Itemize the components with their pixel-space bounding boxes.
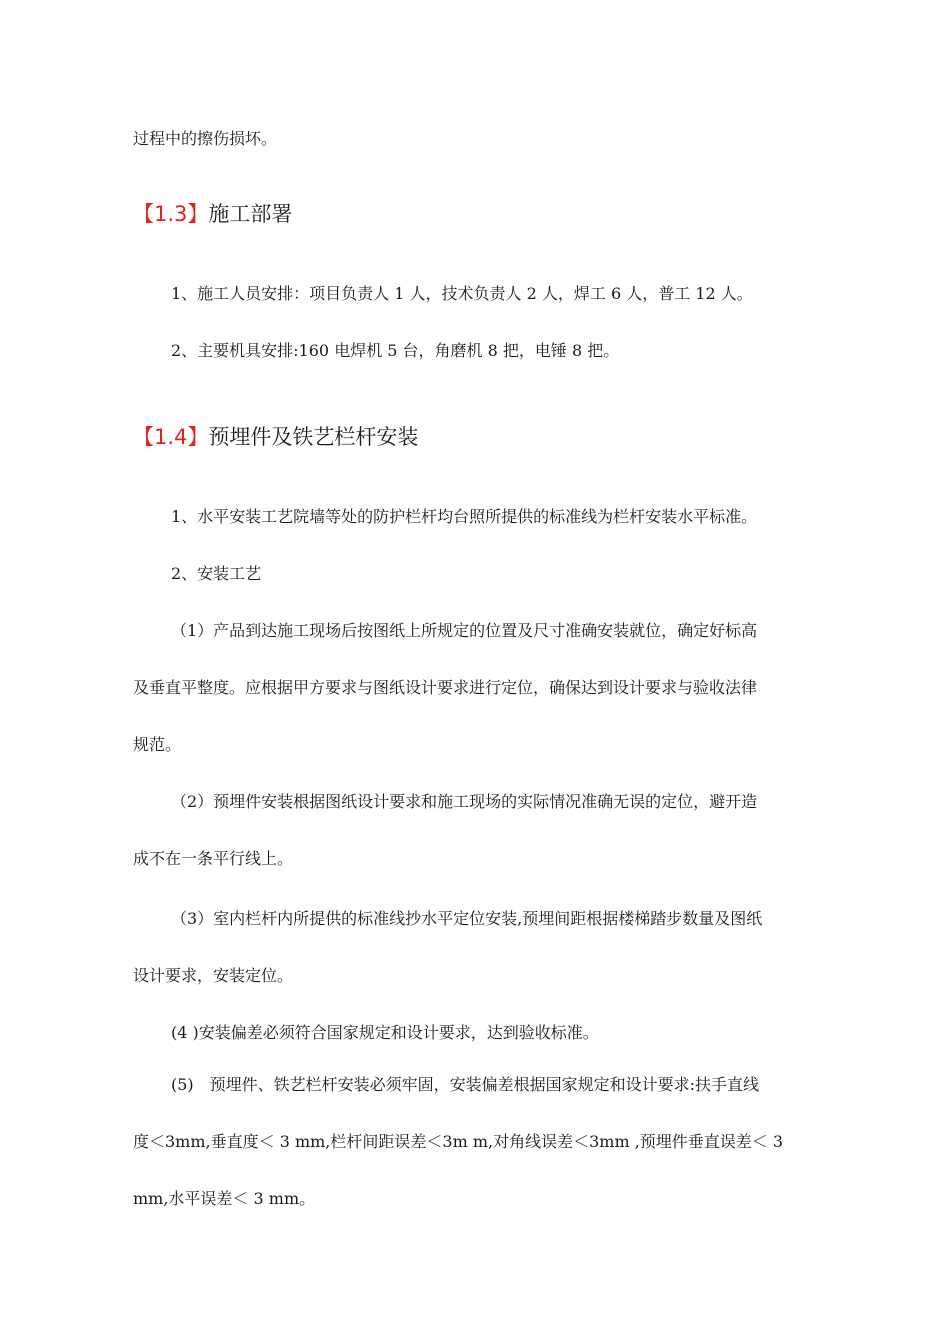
paragraph-3-line: 设计要求，安装定位。 (133, 966, 294, 985)
paragraph-3-line: （3）室内栏杆内所提供的标准线抄水平定位安装,预埋间距根据楼梯踏步数量及图纸 (171, 909, 763, 928)
equipment-item: 2、主要机具安排:160 电焊机 5 台，角磨机 8 把，电锤 8 把。 (171, 341, 620, 360)
section-title: 预埋件及铁艺栏杆安装 (208, 425, 419, 449)
intro-tail-text: 过程中的擦伤损坏。 (133, 129, 278, 148)
paragraph-5-line: mm,水平误差＜ 3 mm。 (133, 1189, 316, 1208)
paragraph-1-line: 规范。 (133, 735, 182, 754)
section-heading-1-3 (133, 199, 292, 229)
paragraph-2-line: （2）预埋件安装根据图纸设计要求和施工现场的实际情况准确无误的定位，避开造 (171, 792, 758, 811)
section-number: 【1.3】 (133, 202, 209, 226)
paragraph-2-line: 成不在一条平行线上。 (133, 849, 294, 868)
section-number: 【1.4】 (133, 425, 209, 449)
paragraph-5-line: 度＜3mm,垂直度＜ 3 mm,栏杆间距误差＜3m m,对角线误差＜3mm ,预埋件垂直误差＜ 3 (133, 1132, 784, 1151)
paragraph-1-line: 及垂直平整度。应根据甲方要求与图纸设计要求进行定位，确保达到设计要求与验收法律 (133, 678, 758, 697)
section-heading-1-4 (133, 422, 418, 452)
paragraph-5-line: (5) 预埋件、铁艺栏杆安装必须牢固，安装偏差根据国家规定和设计要求:扶手直线 (171, 1075, 760, 1094)
install-process-item: 2、安装工艺 (171, 564, 262, 583)
level-install-item: 1、水平安装工艺院墙等处的防护栏杆均台照所提供的标准线为栏杆安装水平标准。 (171, 507, 758, 526)
staffing-item: 1、施工人员安排：项目负责人 1 人，技术负责人 2 人，焊工 6 人，普工 12 人。 (171, 284, 753, 303)
paragraph-4: (4 )安装偏差必须符合国家规定和设计要求，达到验收标准。 (171, 1023, 599, 1042)
paragraph-1-line: （1）产品到达施工现场后按图纸上所规定的位置及尺寸准确安装就位，确定好标高 (171, 621, 758, 640)
section-title: 施工部署 (208, 202, 293, 226)
